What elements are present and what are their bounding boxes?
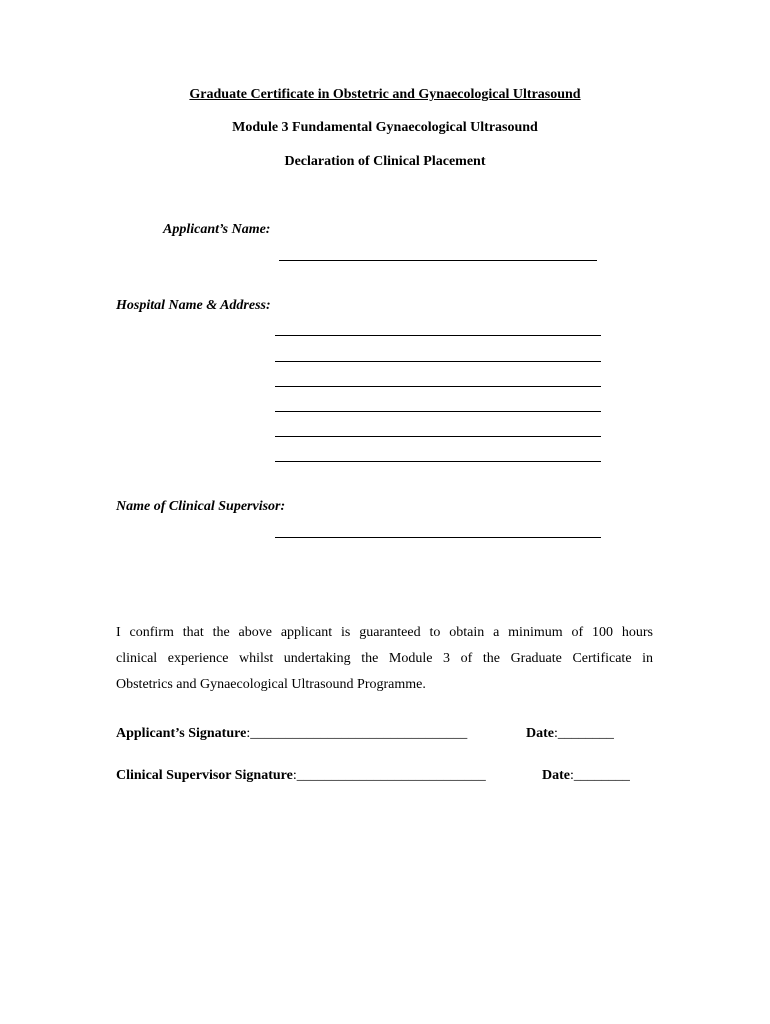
applicant-signature-field[interactable]: :_______________________________ (246, 726, 468, 741)
confirmation-line-3: Obstetrics and Gynaecological Ultrasound Programme. (116, 677, 426, 692)
document-title: Graduate Certificate in Obstetric and Gynaecological Ultrasound (189, 87, 581, 102)
applicant-name-label: Applicant’s Name: (163, 222, 271, 237)
applicant-signature-label: Applicant’s Signature (116, 726, 247, 741)
confirmation-line-2: clinical experience whilst undertaking the Module 3 of the Graduate Certificate in (116, 651, 653, 666)
confirmation-paragraph (116, 620, 653, 698)
hospital-address-line-4[interactable] (275, 411, 601, 412)
applicant-name-field[interactable] (279, 260, 597, 261)
supervisor-name-field[interactable] (275, 537, 601, 538)
module-title: Module 3 Fundamental Gynaecological Ultrasound (232, 120, 538, 135)
applicant-date-row (526, 726, 614, 742)
hospital-address-line-1[interactable] (275, 335, 601, 336)
hospital-label: Hospital Name & Address: (116, 298, 271, 313)
applicant-signature-row (116, 726, 467, 742)
supervisor-date-field[interactable]: :________ (570, 768, 630, 783)
supervisor-date-label: Date (542, 768, 570, 783)
hospital-address-line-3[interactable] (275, 386, 601, 387)
supervisor-date-row (542, 768, 630, 784)
supervisor-signature-row (116, 768, 486, 784)
confirmation-line-1: I confirm that the above applicant is guaranteed to obtain a minimum of 100 hours (116, 625, 653, 640)
supervisor-signature-label: Clinical Supervisor Signature (116, 768, 293, 783)
applicant-date-field[interactable]: :________ (554, 726, 614, 741)
hospital-address-line-2[interactable] (275, 361, 601, 362)
supervisor-signature-field[interactable]: :___________________________ (292, 768, 486, 783)
declaration-title: Declaration of Clinical Placement (284, 154, 486, 169)
supervisor-label: Name of Clinical Supervisor: (116, 499, 286, 514)
hospital-address-line-5[interactable] (275, 436, 601, 437)
hospital-address-line-6[interactable] (275, 461, 601, 462)
applicant-date-label: Date (526, 726, 554, 741)
